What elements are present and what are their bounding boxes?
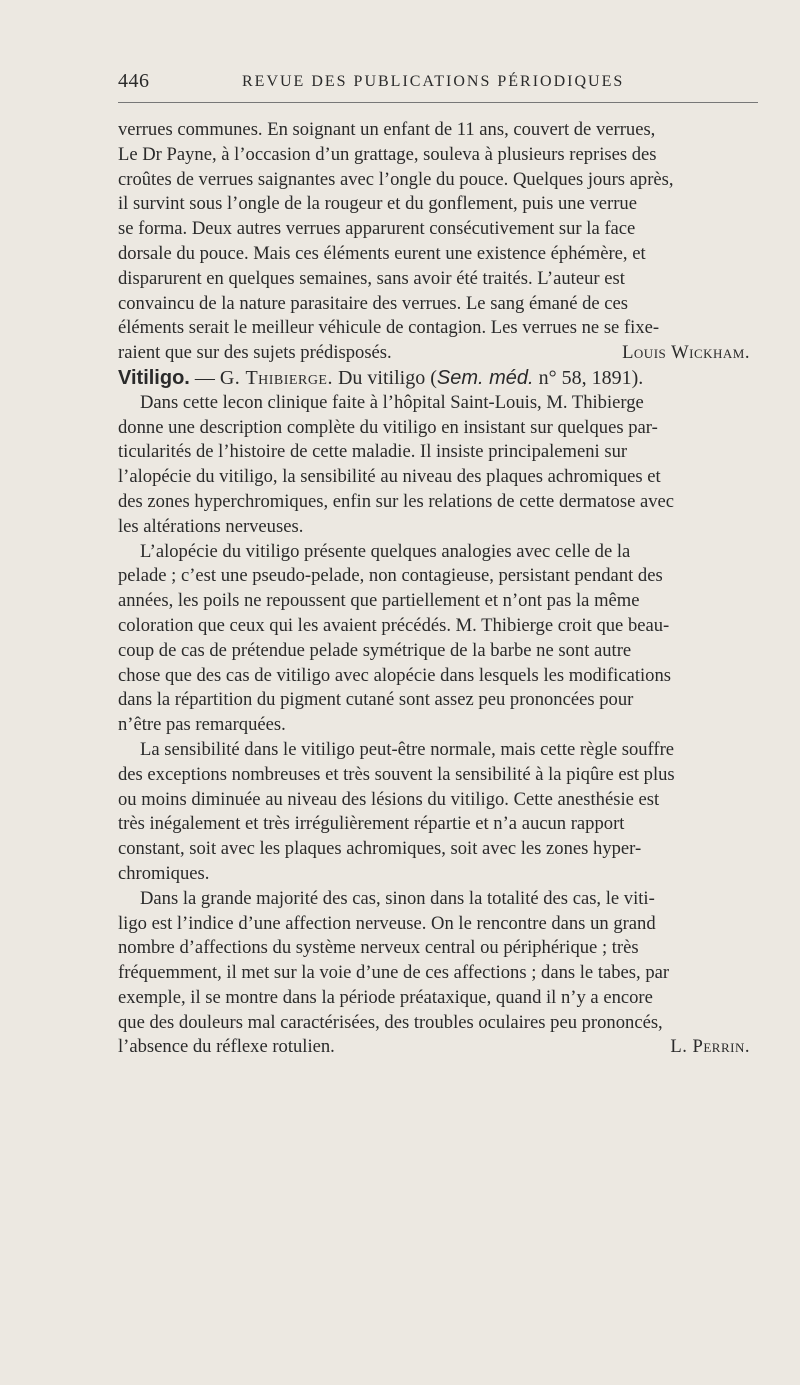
header-rule	[118, 102, 758, 103]
article-closing-line	[118, 1035, 758, 1060]
text-line: se forma. Deux autres verrues apparurent consécutivement sur la face	[118, 218, 636, 240]
text-line: il survint sous l’ongle de la rougeur et du gonflement, puis une verrue	[118, 193, 637, 215]
text-line: coloration que ceux qui les avaient précédés. M. Thibierge croit que beau-	[118, 614, 670, 636]
article-citation: n° 58, 1891).	[533, 366, 644, 389]
text-line: verrues communes. En soignant un enfant de 11 ans, couvert de verrues,	[118, 119, 656, 140]
text-line: fréquemment, il met sur la voie d’une de ces affections ; dans le tabes, par	[118, 962, 670, 984]
previous-article-ending	[118, 118, 758, 366]
page-content	[118, 118, 758, 1060]
previous-article-text	[118, 118, 758, 341]
page-header	[118, 70, 758, 100]
text-line: très inégalement et très irrégulièrement répartie et n’a aucun rapport	[118, 813, 625, 835]
text-line: n’être pas remarquées.	[118, 714, 286, 736]
article-paragraph	[118, 887, 758, 1036]
text-line: pelade ; c’est une pseudo-pelade, non contagieuse, persistant pendant des	[118, 565, 663, 587]
running-head: REVUE DES PUBLICATIONS PÉRIODIQUES	[242, 73, 625, 90]
previous-article-last-line: raient que sur des sujets prédisposés.	[118, 342, 392, 364]
article-last-line: l’absence du réflexe rotulien.	[118, 1036, 335, 1058]
text-line: Dans cette lecon clinique faite à l’hôpital Saint-Louis, M. Thibierge	[140, 391, 644, 413]
text-line: dorsale du pouce. Mais ces éléments eurent une existence éphémère, et	[118, 242, 646, 264]
text-line: éléments serait le meilleur véhicule de contagion. Les verrues ne se fixe-	[118, 317, 660, 339]
previous-article-closing-line	[118, 341, 758, 366]
article-journal: Sem. méd.	[436, 366, 534, 389]
article-signature: L. Perrin.	[670, 1036, 750, 1058]
text-line: ticularités de l’histoire de cette maladie. Il insiste principalemeni sur	[118, 441, 628, 463]
article-body	[118, 391, 758, 1036]
text-line: exemple, il se montre dans la période préataxique, quand il n’y a encore	[118, 986, 653, 1008]
page-number: 446	[118, 70, 150, 92]
text-line: constant, soit avec les plaques achromiques, soit avec les zones hyper-	[118, 838, 642, 860]
text-line: Le Dr Payne, à l’occasion d’un grattage, souleva à plusieurs reprises des	[118, 143, 657, 165]
article-author: G. Thibierge.	[219, 366, 333, 389]
text-line: La sensibilité dans le vitiligo peut-être normale, mais cette règle souffre	[140, 738, 675, 760]
article-paragraph	[118, 738, 758, 887]
text-line: donne une description complète du vitiligo en insistant sur quelques par-	[118, 416, 658, 438]
text-line: coup de cas de prétendue pelade symétrique de la barbe ne sont autre	[118, 639, 632, 661]
text-line: L’alopécie du vitiligo présente quelques analogies avec celle de la	[140, 540, 631, 562]
article-subtitle: Du vitiligo (	[332, 366, 437, 389]
text-line: des exceptions nombreuses et très souvent la sensibilité à la piqûre est plus	[118, 763, 675, 785]
article-title: Vitiligo.	[118, 366, 190, 389]
text-line: chose que des cas de vitiligo avec alopécie dans lesquels les modifications	[118, 664, 671, 686]
text-line: convaincu de la nature parasitaire des verrues. Le sang émané de ces	[118, 292, 629, 314]
article-heading	[118, 366, 758, 391]
text-line: ou moins diminuée au niveau des lésions du vitiligo. Cette anesthésie est	[118, 788, 660, 810]
text-line: l’alopécie du vitiligo, la sensibilité au niveau des plaques achromiques et	[118, 466, 661, 488]
text-line: des zones hyperchromiques, enfin sur les relations de cette dermatose avec	[118, 490, 675, 512]
text-line: Dans la grande majorité des cas, sinon dans la totalité des cas, le viti-	[140, 887, 655, 909]
text-line: que des douleurs mal caractérisées, des troubles oculaires peu prononcés,	[118, 1011, 663, 1033]
article-paragraph	[118, 391, 758, 540]
text-line: ligo est l’indice d’une affection nerveuse. On le rencontre dans un grand	[118, 912, 656, 934]
text-line: les altérations nerveuses.	[118, 515, 304, 537]
text-line: disparurent en quelques semaines, sans avoir été traités. L’auteur est	[118, 267, 625, 289]
text-line: dans la répartition du pigment cutané sont assez peu prononcées pour	[118, 689, 634, 711]
text-line: nombre d’affections du système nerveux central ou périphérique ; très	[118, 937, 639, 959]
text-line: chromiques.	[118, 862, 210, 884]
text-line: années, les poils ne repoussent que partiellement et n’ont pas la même	[118, 590, 640, 612]
previous-article-signature: Louis Wickham.	[622, 342, 750, 364]
text-line: croûtes de verrues saignantes avec l’ongle du pouce. Quelques jours après,	[118, 168, 674, 190]
article-paragraph	[118, 540, 758, 738]
article-dash: —	[189, 366, 220, 389]
